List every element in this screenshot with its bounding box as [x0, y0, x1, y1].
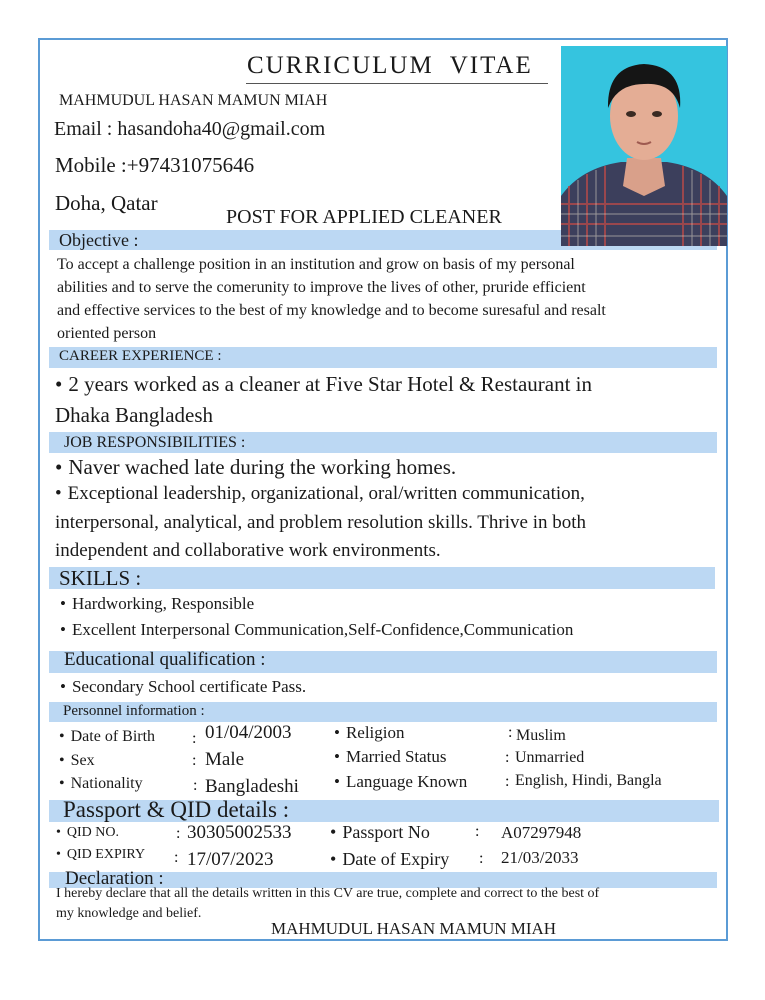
- nationality-value: Bangladeshi: [205, 776, 299, 797]
- sex-value: Male: [205, 749, 245, 770]
- skill-item: • Hardworking, Responsible: [60, 594, 254, 614]
- declaration-line: I hereby declare that all the details written in this CV are true, complete and correct to the best of: [56, 886, 600, 901]
- married-label: • Married Status: [334, 747, 447, 767]
- career-line: • 2 years worked as a cleaner at Five Star Hotel & Restaurant in: [55, 372, 592, 397]
- objective-heading: Objective :: [59, 230, 139, 250]
- skills-heading: SKILLS :: [59, 566, 142, 590]
- skills-band: [49, 567, 715, 589]
- cv-title: CURRICULUM VITAE: [247, 52, 533, 79]
- passport-no-colon: :: [475, 823, 480, 840]
- declaration-heading: Declaration :: [65, 868, 164, 889]
- objective-line: oriented person: [57, 325, 157, 342]
- objective-band-right: [561, 246, 717, 250]
- dob-colon: :: [192, 730, 197, 747]
- skill-item: • Excellent Interpersonal Communication,Self-Confidence,Communication: [60, 620, 573, 640]
- responsibilities-heading: JOB RESPONSIBILITIES :: [64, 434, 246, 451]
- qid-expiry-value: 17/07/2023: [187, 849, 274, 870]
- qid-expiry-label: • QID EXPIRY: [56, 847, 145, 863]
- language-value: English, Hindi, Bangla: [515, 772, 662, 789]
- language-label: • Language Known: [334, 772, 467, 792]
- nationality-colon: :: [193, 777, 198, 794]
- objective-line: and effective services to the best of my knowledge and to become suresaful and resalt: [57, 302, 606, 319]
- qid-expiry-colon: :: [174, 849, 179, 866]
- objective-line: abilities and to serve the comerunity to improve the lives of other, pruride efficient: [57, 279, 586, 296]
- passport-heading: Passport & QID details :: [63, 797, 290, 822]
- header-email: Email : hasandoha40@gmail.com: [54, 118, 326, 140]
- passport-expiry-value: 21/03/2033: [501, 848, 579, 867]
- education-heading: Educational qualification :: [64, 649, 266, 670]
- qid-no-value: 30305002533: [187, 822, 292, 843]
- career-line: Dhaka Bangladesh: [55, 403, 214, 427]
- education-item: • Secondary School certificate Pass.: [60, 677, 306, 697]
- header-location: Doha, Qatar: [55, 191, 158, 215]
- signature-name: MAHMUDUL HASAN MAMUN MIAH: [271, 919, 557, 938]
- dob-value: 01/04/2003: [205, 722, 292, 743]
- married-value: Unmarried: [515, 749, 585, 766]
- title-underline: [246, 83, 548, 84]
- profile-photo: [561, 46, 727, 246]
- passport-expiry-colon: :: [479, 850, 484, 867]
- objective-line: To accept a challenge position in an institution and grow on basis of my personal: [57, 256, 575, 273]
- religion-label: • Religion: [334, 723, 405, 743]
- language-colon: :: [505, 773, 510, 790]
- career-heading: CAREER EXPERIENCE :: [59, 348, 222, 364]
- passport-no-value: A07297948: [501, 823, 582, 842]
- religion-colon: :: [508, 724, 513, 741]
- responsibility-item: • Naver wached late during the working homes.: [55, 455, 456, 480]
- post-applied: POST FOR APPLIED CLEANER: [226, 206, 502, 228]
- passport-expiry-label: • Date of Expiry: [330, 849, 449, 870]
- responsibility-line: interpersonal, analytical, and problem resolution skills. Thrive in both: [55, 512, 587, 533]
- personal-heading: Personnel information :: [63, 703, 205, 719]
- header-mobile: Mobile :+97431075646: [55, 153, 255, 177]
- responsibility-line: independent and collaborative work environments.: [55, 540, 441, 561]
- header-name: MAHMUDUL HASAN MAMUN MIAH: [59, 92, 328, 109]
- qid-no-label: • QID NO.: [56, 825, 119, 841]
- qid-no-colon: :: [176, 825, 181, 842]
- dob-label: • Date of Birth: [59, 728, 155, 746]
- nationality-label: • Nationality: [59, 775, 143, 793]
- religion-value: Muslim: [516, 727, 566, 744]
- sex-label: • Sex: [59, 752, 95, 770]
- passport-no-label: • Passport No: [330, 822, 430, 843]
- married-colon: :: [505, 749, 510, 766]
- responsibility-item: • Exceptional leadership, organizational, oral/written communication,: [55, 483, 585, 505]
- declaration-line: my knowledge and belief.: [56, 906, 202, 921]
- sex-colon: :: [192, 752, 197, 769]
